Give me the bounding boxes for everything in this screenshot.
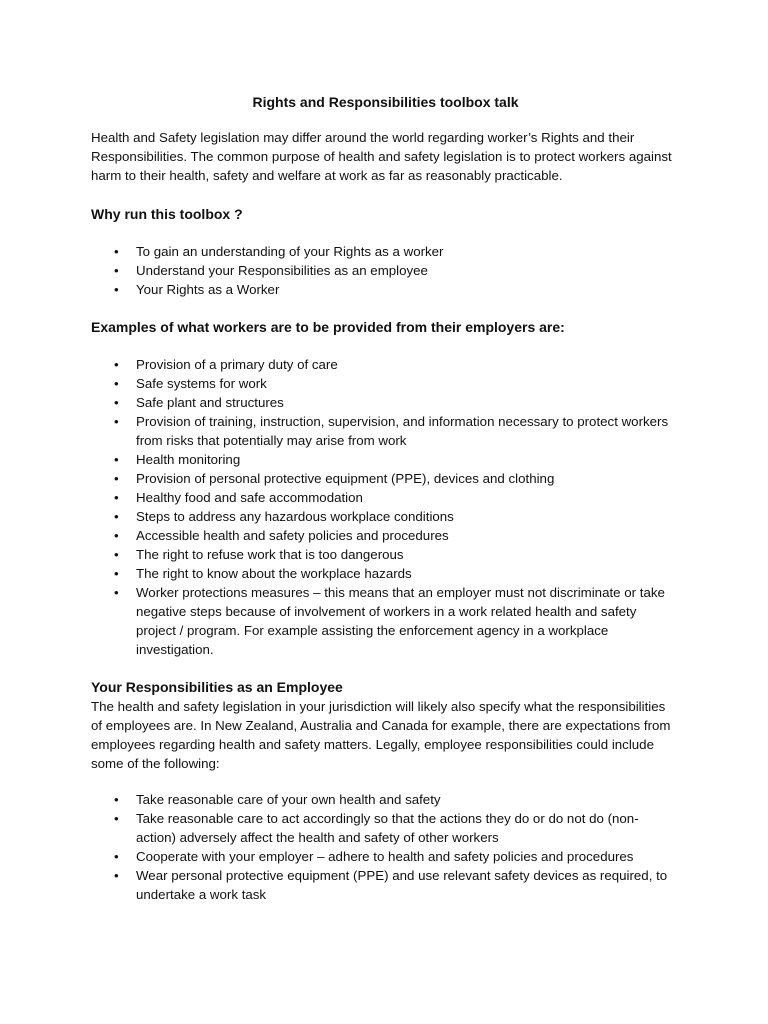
list-item: • Wear personal protective equipment (PPE) and use relevant safety devices as required, to undertake a work task (136, 866, 672, 904)
list-item: • Take reasonable care to act accordingly so that the actions they do or do not do (non-action) adversely affect the health and safety of other workers (136, 809, 672, 847)
list-item: • Accessible health and safety policies and procedures (136, 526, 672, 545)
list-item: • The right to know about the workplace hazards (136, 564, 672, 583)
list-item: • Your Rights as a Worker (136, 280, 672, 299)
responsibilities-paragraph: The health and safety legislation in your jurisdiction will likely also specify what the responsibilities of employees are. In New Zealand, Australia and Canada for example, there are expectations from employees regarding health and safety matters. Legally, employee responsibilities could include some of the following: (91, 699, 671, 771)
list-item: • Worker protections measures – this means that an employer must not discriminate or take negative steps because of involvement of workers in a work related health and safety project / program. For example assisting the enforcement agency in a workplace investigation. (136, 583, 672, 659)
why-heading: Why run this toolbox ? (91, 206, 243, 222)
list-item: • Safe plant and structures (136, 393, 672, 412)
responsibilities-heading: Your Responsibilities as an Employee (91, 679, 343, 695)
list-item: • Cooperate with your employer – adhere to health and safety policies and procedures (136, 847, 672, 866)
list-item: • The right to refuse work that is too dangerous (136, 545, 672, 564)
examples-heading: Examples of what workers are to be provided from their employers are: (91, 319, 565, 335)
why-list (91, 242, 672, 299)
list-item: • Take reasonable care of your own health and safety (136, 790, 672, 809)
list-item: • Provision of a primary duty of care (136, 355, 672, 374)
responsibilities-list (91, 790, 672, 904)
intro-paragraph: Health and Safety legislation may differ around the world regarding worker’s Rights and their Responsibilities. The common purpose of health and safety legislation is to protect workers against harm to their health, safety and welfare at work as far as reasonably practicable. (91, 130, 672, 183)
list-item: • Healthy food and safe accommodation (136, 488, 672, 507)
list-item: • Provision of personal protective equipment (PPE), devices and clothing (136, 469, 672, 488)
list-item: • Provision of training, instruction, supervision, and information necessary to protect workers from risks that potentially may arise from work (136, 412, 672, 450)
list-item: • Safe systems for work (136, 374, 672, 393)
document-title: Rights and Responsibilities toolbox talk (252, 94, 519, 110)
list-item: • To gain an understanding of your Rights as a worker (136, 242, 672, 261)
list-item: • Understand your Responsibilities as an employee (136, 261, 672, 280)
examples-list (91, 355, 672, 659)
list-item: • Health monitoring (136, 450, 672, 469)
list-item: • Steps to address any hazardous workplace conditions (136, 507, 672, 526)
